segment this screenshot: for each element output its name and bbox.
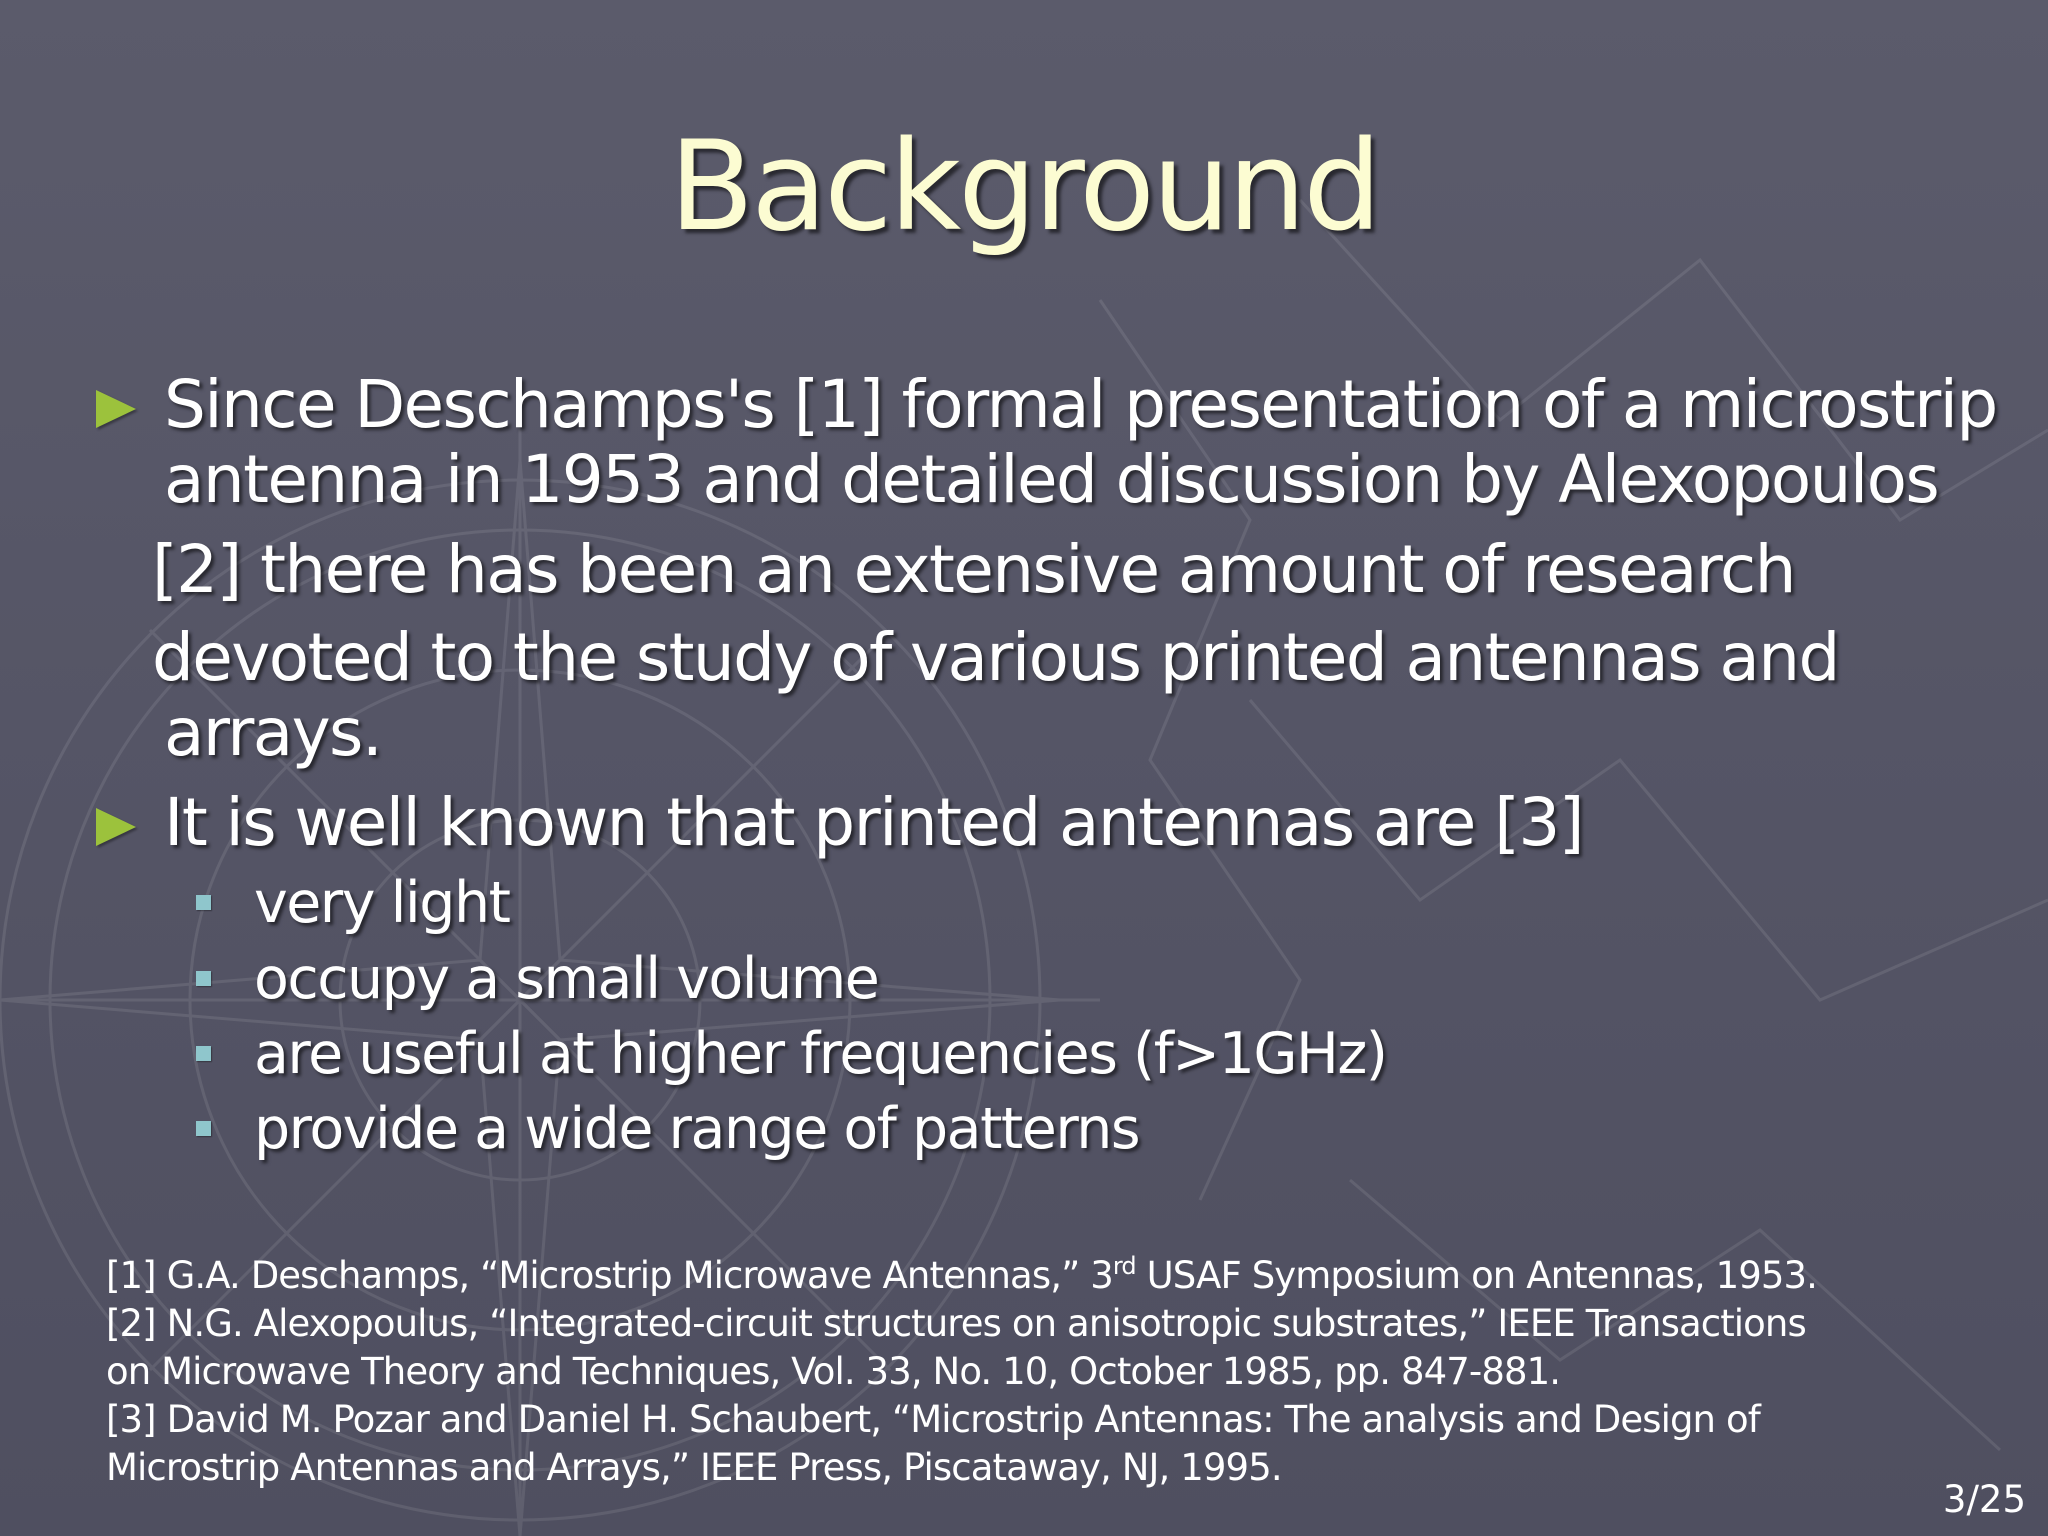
reference-1-text-end: USAF Symposium on Antennas, 1953. bbox=[1135, 1254, 1818, 1297]
reference-1-text: [1] G.A. Deschamps, “Microstrip Microwave Antennas,” 3 bbox=[106, 1254, 1113, 1297]
reference-2-line-1: [2] N.G. Alexopoulus, “Integrated-circuit structures on anisotropic substrates,” IEEE Transactions bbox=[106, 1302, 1806, 1345]
triangle-right-icon bbox=[96, 390, 136, 428]
reference-2-line-2: on Microwave Theory and Techniques, Vol. 33, No. 10, October 1985, pp. 847-881. bbox=[106, 1350, 1561, 1393]
sub-item-1: very light bbox=[254, 870, 510, 936]
bullet-1-line-4: devoted to the study of various printed antennas and bbox=[152, 619, 1839, 696]
sub-item-4: provide a wide range of patterns bbox=[254, 1096, 1140, 1162]
bullet-1-line-2: antenna in 1953 and detailed discussion by Alexopoulos bbox=[164, 441, 1939, 518]
bullet-1-line-1: Since Deschamps's [1] formal presentation of a microstrip bbox=[164, 366, 1997, 443]
bullet-1-line-3: [2] there has been an extensive amount of research bbox=[152, 531, 1795, 608]
square-icon bbox=[196, 1121, 211, 1136]
slide-title: Background bbox=[669, 115, 1379, 259]
sub-item-3: are useful at higher frequencies (f>1GHz) bbox=[254, 1021, 1387, 1087]
bullet-1-line-5: arrays. bbox=[164, 694, 382, 771]
reference-1-superscript: rd bbox=[1112, 1252, 1136, 1280]
page-number: 3/25 bbox=[1942, 1478, 2026, 1521]
reference-1 bbox=[106, 1252, 1817, 1300]
sub-item-2: occupy a small volume bbox=[254, 946, 879, 1012]
square-icon bbox=[196, 1046, 211, 1061]
bullet-2-line-1: It is well known that printed antennas are [3] bbox=[164, 784, 1583, 861]
triangle-right-icon bbox=[96, 808, 136, 846]
reference-3-line-2: Microstrip Antennas and Arrays,” IEEE Press, Piscataway, NJ, 1995. bbox=[106, 1446, 1282, 1489]
square-icon bbox=[196, 971, 211, 986]
square-icon bbox=[196, 895, 211, 910]
reference-3-line-1: [3] David M. Pozar and Daniel H. Schaubert, “Microstrip Antennas: The analysis and Design of bbox=[106, 1398, 1760, 1441]
